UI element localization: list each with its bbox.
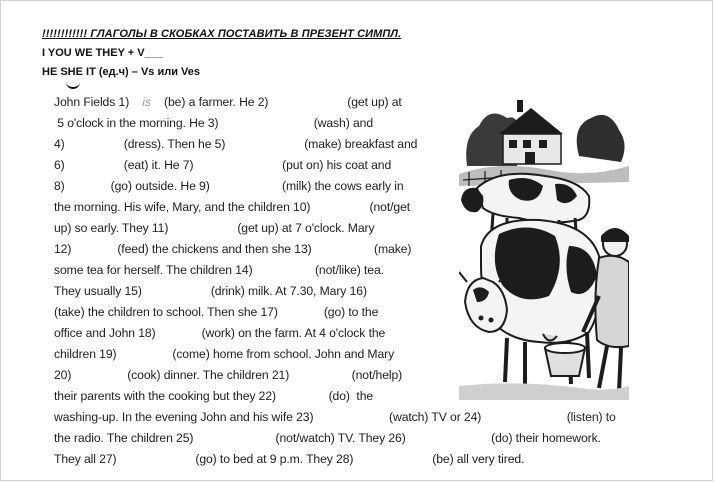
line-text: (listen) to: [566, 410, 616, 424]
line-text: (not/like) tea.: [314, 263, 384, 277]
exercise-line-4: [54, 158, 391, 172]
answer-blank-21: [289, 368, 351, 382]
answer-blank-18: [156, 326, 202, 340]
line-text: John Fields 1): [54, 95, 130, 109]
line-text: (take) the children to school. Then she 17): [54, 305, 278, 319]
line-text: (be) all very tired.: [432, 452, 525, 466]
line-text: They all 27): [54, 452, 117, 466]
line-text: (get up) at: [347, 95, 402, 109]
answer-blank-4: [65, 137, 124, 151]
answer-blank-20: [71, 368, 127, 382]
line-text: (do) their homework.: [491, 431, 601, 445]
line-text: (go) to bed at 9 p.m. They 28): [195, 452, 354, 466]
line-text: (milk) the cows early in: [282, 179, 404, 193]
line-text: (do) the: [328, 389, 374, 403]
answer-blank-3: [218, 116, 313, 130]
rule-plural-subjects: I YOU WE THEY + V___: [42, 47, 163, 59]
line-text: (get up) at 7 o'clock. Mary: [237, 221, 375, 235]
exercise-line-17: [54, 431, 601, 445]
exercise-line-6: [54, 200, 410, 214]
answer-blank-8: [65, 179, 111, 193]
answer-blank-6: [65, 158, 124, 172]
answer-blank-25: [193, 431, 275, 445]
answer-blank-7: [193, 158, 282, 172]
answer-blank-19: [116, 347, 172, 361]
exercise-line-2: [54, 116, 373, 130]
answer-blank-24: [481, 410, 566, 424]
farm-illustration: [459, 96, 629, 400]
answer-blank-28: [353, 452, 432, 466]
line-text: 5 o'clock in the morning. He 3): [54, 116, 219, 130]
exercise-line-13: [54, 347, 394, 361]
exercise-line-1: [54, 95, 402, 109]
exercise-line-14: [54, 368, 402, 382]
line-text: (come) home from school. John and Mary: [172, 347, 395, 361]
line-text: washing-up. In the evening John and his wife 23): [54, 410, 314, 424]
line-text: (not/get: [369, 200, 411, 214]
exercise-line-10: [54, 284, 367, 298]
line-text: (eat) it. He 7): [123, 158, 194, 172]
answer-blank-13: [312, 242, 374, 256]
exercise-line-8: [54, 242, 411, 256]
line-text: some tea for herself. The children 14): [54, 263, 253, 277]
exercise-line-15: [54, 389, 373, 403]
exercise-line-18: [54, 452, 524, 466]
line-text: (put on) his coat and: [282, 158, 392, 172]
line-text: (dress). Then he 5): [123, 137, 226, 151]
line-text: up) so early. They 11): [54, 221, 169, 235]
answer-blank-14: [253, 263, 315, 277]
instruction-title: !!!!!!!!!!!! ГЛАГОЛЫ В СКОБКАХ ПОСТАВИТЬ В ПРЕЗЕНТ СИМПЛ.: [42, 28, 402, 40]
line-text: office and John 18): [54, 326, 156, 340]
answer-blank-26: [406, 431, 491, 445]
answer-blank-22: [276, 389, 329, 403]
line-text: 4): [54, 137, 65, 151]
line-text: (cook) dinner. The children 21): [127, 368, 290, 382]
line-text: (make): [374, 242, 412, 256]
exercise-line-7: [54, 221, 374, 235]
exercise-line-9: [54, 263, 384, 277]
line-text: the morning. His wife, Mary, and the children 10): [54, 200, 311, 214]
answer-blank-11: [168, 221, 237, 235]
exercise-line-12: [54, 326, 385, 340]
line-text: They usually 15): [54, 284, 142, 298]
line-text: (work) on the farm. At 4 o'clock the: [201, 326, 386, 340]
line-text: (not/help): [351, 368, 403, 382]
answer-blank-27: [116, 452, 195, 466]
answer-blank-5: [225, 137, 304, 151]
rule-singular-subjects: HE SHE IT (ед.ч) – Vs или Ves: [42, 66, 200, 78]
exercise-line-11: [54, 305, 378, 319]
answer-blank-15: [142, 284, 211, 298]
line-text: (watch) TV or 24): [389, 410, 482, 424]
line-text: (make) breakfast and: [304, 137, 418, 151]
farm-sketch: [459, 96, 629, 400]
line-text: children 19): [54, 347, 117, 361]
answer-blank-9: [210, 179, 282, 193]
line-text: the radio. The children 25): [54, 431, 194, 445]
milk-bucket-icon: [545, 343, 585, 376]
answer-blank-1: is: [129, 95, 165, 109]
line-text: (not/watch) TV. They 26): [275, 431, 406, 445]
exercise-line-16: [54, 410, 616, 424]
line-text: 12): [54, 242, 72, 256]
line-text: (go) outside. He 9): [110, 179, 210, 193]
answer-blank-12: [71, 242, 117, 256]
exercise-line-3: [54, 137, 417, 151]
answer-blank-17: [278, 305, 324, 319]
answer-blank-10: [310, 200, 369, 214]
answer-blank-2: [268, 95, 347, 109]
exercise-line-5: [54, 179, 404, 193]
line-text: 8): [54, 179, 65, 193]
line-text: 6): [54, 158, 65, 172]
line-text: (go) to the: [323, 305, 379, 319]
line-text: (wash) and: [313, 116, 374, 130]
line-text: (feed) the chickens and then she 13): [117, 242, 312, 256]
answer-blank-23: [313, 410, 389, 424]
line-text: (be) a farmer. He 2): [164, 95, 269, 109]
line-text: their parents with the cooking but they 22): [54, 389, 276, 403]
line-text: (drink) milk. At 7.30, Mary 16): [210, 284, 367, 298]
line-text: 20): [54, 368, 72, 382]
